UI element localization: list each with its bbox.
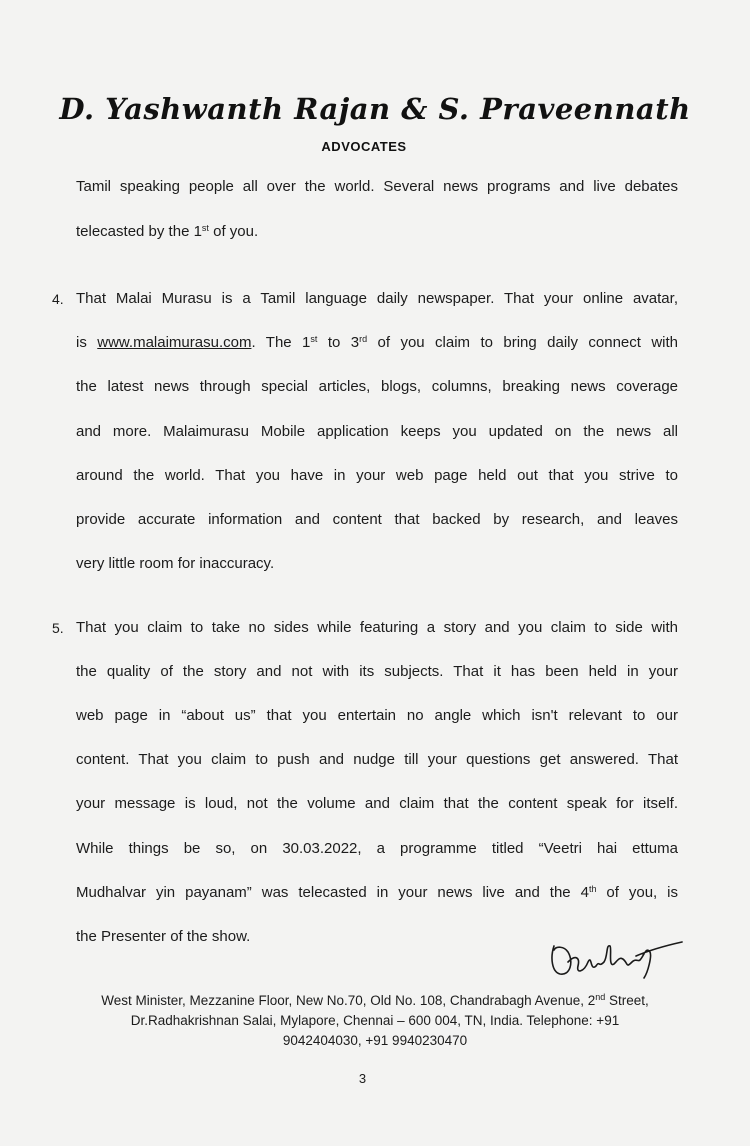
para4-line-1: That Malai Murasu is a Tamil language daily newspaper. That your online avatar,	[76, 290, 678, 307]
para5-line-4: content. That you claim to push and nudge till your questions get answered. That	[76, 751, 678, 768]
footer-address-line-1: West Minister, Mezzanine Floor, New No.70, Old No. 108, Chandrabagh Avenue, 2nd Street,	[101, 992, 649, 1008]
paragraph-number-4: 4.	[52, 291, 64, 307]
website-link[interactable]: www.malaimurasu.com	[97, 334, 252, 351]
para4-line-4: and more. Malaimurasu Mobile application keeps you updated on the news all	[76, 423, 678, 440]
para5-line-5: your message is loud, not the volume and claim that the content speak for itself.	[76, 795, 678, 812]
intro-line-2: telecasted by the 1st of you.	[76, 223, 259, 240]
para4-line-2: is www.malaimurasu.com. The 1st to 3rd of you claim to bring daily connect with	[76, 334, 679, 351]
page-number: 3	[358, 1071, 367, 1086]
para5-line-1: That you claim to take no sides while featuring a story and you claim to side with	[76, 619, 678, 636]
para5-line-6: While things be so, on 30.03.2022, a programme titled “Veetri hai ettuma	[76, 840, 678, 857]
intro-line-1: Tamil speaking people all over the world. Several news programs and live debates	[76, 178, 678, 195]
letterhead-subtitle: ADVOCATES	[321, 139, 407, 154]
para4-line-7: very little room for inaccuracy.	[76, 555, 275, 572]
letterhead-firm-name: D. Yashwanth Rajan & S. Praveennath	[59, 92, 691, 126]
para5-line-3: web page in “about us” that you entertain no angle which isn't relevant to our	[76, 707, 678, 724]
para5-line-8: the Presenter of the show.	[76, 928, 251, 945]
paragraph-number-5: 5.	[52, 620, 64, 636]
handwritten-signature	[540, 932, 690, 982]
para4-line-3: the latest news through special articles, blogs, columns, breaking news coverage	[76, 378, 678, 395]
para4-line-5: around the world. That you have in your web page held out that you strive to	[76, 467, 678, 484]
footer-address-line-2: Dr.Radhakrishnan Salai, Mylapore, Chennai – 600 004, TN, India. Telephone: +91	[130, 1013, 620, 1028]
footer-phone-line: 9042404030, +91 9940230470	[282, 1033, 468, 1048]
para5-line-7: Mudhalvar yin payanam” was telecasted in your news live and the 4th of you, is	[76, 884, 678, 901]
para5-line-2: the quality of the story and not with its subjects. That it has been held in your	[76, 663, 678, 680]
para4-line-6: provide accurate information and content that backed by research, and leaves	[76, 511, 678, 528]
